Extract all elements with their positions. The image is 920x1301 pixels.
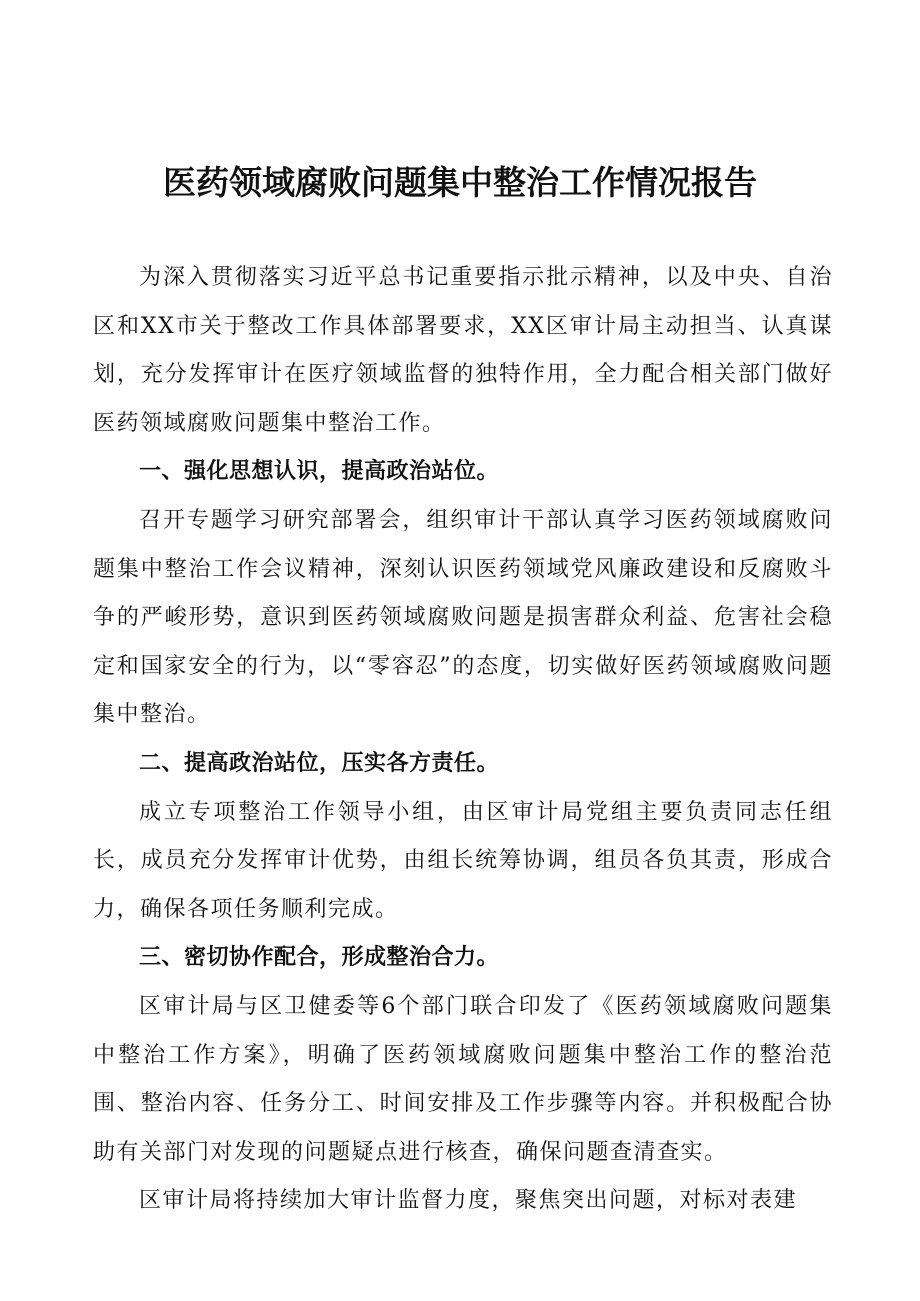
closing-paragraph: 区审计局将持续加大审计监督力度，聚焦突出问题，对标对表建 (139, 1188, 798, 1214)
document-title: 医药领域腐败问题集中整治工作情况报告 (163, 163, 757, 202)
section-2-heading: 二、提高政治站位，压实各方责任。 (139, 750, 500, 776)
intro-paragraph: 为深入贯彻落实习近平总书记重要指示批示精神，以及中央、自治区和XX市关于整改工作具体部署要求，XX区审计局主动担当、认真谋划，充分发挥审计在医疗领域监督的独特作用，全力配合相关部门做好医药领域腐败问题集中整治工作。 (93, 265, 833, 436)
section-2-paragraph: 成立专项整治工作领导小组，由区审计局党组主要负责同志任组长，成员充分发挥审计优势，由组长统筹协调，组员各负其责，形成合力，确保各项任务顺利完成。 (93, 799, 833, 922)
section-1-paragraph: 召开专题学习研究部署会，组织审计干部认真学习医药领域腐败问题集中整治工作会议精神，深刻认识医药领域党风廉政建设和反腐败斗争的严峻形势，意识到医药领域腐败问题是损害群众利益、危害社会稳定和国家安全的行为，以“零容忍”的态度，切实做好医药领域腐败问题集中整治。 (93, 507, 833, 728)
section-3-paragraph: 区审计局与区卫健委等6个部门联合印发了《医药领域腐败问题集中整治工作方案》，明确了医药领域腐败问题集中整治工作的整治范围、整治内容、任务分工、时间安排及工作步骤等内容。并积极配合协助有关部门对发现的问题疑点进行核查，确保问题查清查实。 (93, 993, 833, 1165)
section-3-heading: 三、密切协作配合，形成整治合力。 (139, 945, 500, 971)
document-body (93, 254, 833, 1226)
section-1-heading: 一、强化思想认识，提高政治站位。 (139, 459, 500, 485)
